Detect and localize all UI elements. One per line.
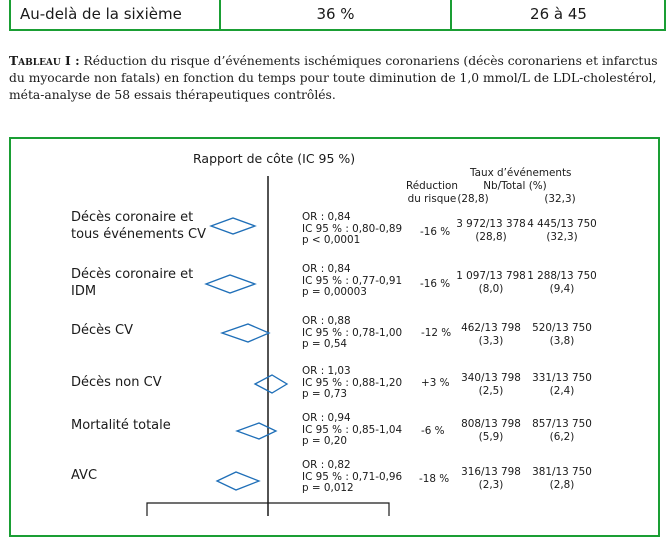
events-percent: (28,8) (475, 231, 507, 243)
events-count: 381/13 750 (532, 466, 592, 478)
events-control (522, 466, 602, 492)
odds-ratio-stats (302, 212, 402, 247)
confidence-interval: IC 95 % : 0,80-0,89 (302, 222, 403, 235)
confidence-interval: IC 95 % : 0,78-1,00 (302, 326, 403, 339)
p-value: p = 0,012 (302, 482, 354, 494)
events-count: 340/13 798 (461, 372, 521, 384)
outcome-label (71, 209, 206, 243)
risk-reduction: -18 % (419, 473, 450, 485)
odds-ratio-stats (302, 316, 402, 351)
events-count: 462/13 798 (461, 322, 521, 334)
p-value: p = 0,54 (302, 338, 348, 350)
rates-header-line2: Nb/Total (%) (483, 180, 547, 192)
events-treatment (451, 322, 531, 348)
events-control (522, 218, 602, 244)
outcome-label (71, 266, 193, 300)
events-treatment (451, 466, 531, 492)
odds-ratio-stats (302, 264, 402, 299)
caption-label: Tableau I : (9, 53, 80, 68)
events-count: 1 288/13 750 (527, 270, 597, 282)
events-count: 857/13 750 (532, 418, 592, 430)
estimate-diamond (206, 275, 255, 293)
events-percent: (32,3) (546, 231, 578, 243)
events-count: 3 972/13 378 (456, 218, 526, 230)
odds-ratio: OR : 0,88 (302, 315, 351, 327)
confidence-interval: IC 95 % : 0,85-1,04 (302, 423, 403, 436)
confidence-interval: IC 95 % : 0,71-0,96 (302, 470, 403, 483)
confidence-interval: IC 95 % : 0,88-1,20 (302, 376, 403, 389)
estimate-diamond (211, 218, 255, 234)
outcome-label-line1: Mortalité totale (71, 418, 171, 433)
outcome-label (71, 374, 162, 391)
estimate-diamond (222, 324, 269, 342)
events-control (522, 418, 602, 444)
table-cell-label: Au-delà de la sixième (20, 4, 182, 23)
outcome-label-line1: AVC (71, 468, 98, 483)
estimate-diamond (217, 472, 259, 490)
events-percent: (3,3) (478, 335, 504, 347)
events-treatment (451, 270, 531, 296)
table-cell-range: 26 à 45 (530, 4, 587, 23)
risk-reduction: -6 % (421, 425, 445, 437)
outcome-label-line1: Décès CV (71, 323, 134, 338)
odds-ratio-stats (302, 366, 402, 401)
p-value: p = 0,20 (302, 435, 348, 447)
caption-text: Réduction du risque d’événements ischémiques coronariens (décès coronariens et infarctus du myocarde non fatals) en fonction du temps pour toute diminution de 1,0 mmol/L de LDL-cholestérol, méta-analyse de 58 essais thérapeutiques contrôlés. (9, 54, 658, 102)
odds-ratio: OR : 0,82 (302, 459, 351, 471)
outcome-label (71, 417, 171, 434)
events-percent: (2,8) (549, 479, 575, 491)
events-control (522, 322, 602, 348)
rates-header-a: (28,8) (457, 193, 489, 205)
events-count: 520/13 750 (532, 322, 592, 334)
events-percent: (2,5) (478, 385, 504, 397)
rates-header-line1: Taux d’événements (470, 167, 572, 179)
risk-reduction: +3 % (421, 377, 450, 389)
events-count: 1 097/13 798 (456, 270, 526, 282)
events-count: 331/13 750 (532, 372, 592, 384)
events-percent: (2,3) (478, 479, 504, 491)
outcome-label-line1: Décès non CV (71, 375, 162, 390)
outcome-label-line1: Décès coronaire et (71, 267, 194, 282)
odds-ratio-stats (302, 460, 402, 495)
events-control (522, 372, 602, 398)
events-percent: (5,9) (478, 431, 504, 443)
events-percent: (3,8) (549, 335, 575, 347)
events-treatment (451, 372, 531, 398)
estimate-diamond (237, 423, 276, 439)
p-value: p = 0,73 (302, 388, 348, 400)
odds-ratio-stats (302, 413, 402, 448)
events-count: 316/13 798 (461, 466, 521, 478)
rates-header-b: (32,3) (544, 193, 576, 205)
events-treatment (451, 218, 531, 244)
events-percent: (8,0) (478, 283, 504, 295)
events-count: 4 445/13 750 (527, 218, 597, 230)
reduction-header-line1: Réduction (406, 180, 458, 192)
estimate-diamond (255, 375, 287, 393)
odds-ratio: OR : 1,03 (302, 365, 351, 377)
odds-ratio: OR : 0,84 (302, 263, 351, 275)
figure-title: Rapport de côte (IC 95 %) (193, 151, 356, 166)
table-cell-value: 36 % (316, 4, 355, 23)
odds-ratio: OR : 0,84 (302, 211, 351, 223)
risk-reduction: -16 % (420, 226, 451, 238)
risk-reduction: -12 % (421, 327, 452, 339)
outcome-label (71, 467, 97, 484)
reduction-header-line2: du risque (407, 193, 457, 205)
events-treatment (451, 418, 531, 444)
events-percent: (6,2) (549, 431, 575, 443)
events-percent: (9,4) (549, 283, 575, 295)
events-count: 808/13 798 (461, 418, 521, 430)
events-percent: (2,4) (549, 385, 575, 397)
events-control (522, 270, 602, 296)
risk-reduction: -16 % (420, 278, 451, 290)
confidence-interval: IC 95 % : 0,77-0,91 (302, 274, 403, 287)
p-value: p < 0,0001 (302, 234, 361, 246)
outcome-label-line1: Décès coronaire et (71, 210, 194, 225)
odds-ratio: OR : 0,94 (302, 412, 351, 424)
outcome-label-line2: tous événements CV (71, 227, 206, 242)
p-value: p = 0,00003 (302, 286, 367, 298)
outcome-label-line2: IDM (71, 284, 97, 299)
outcome-label (71, 322, 133, 339)
